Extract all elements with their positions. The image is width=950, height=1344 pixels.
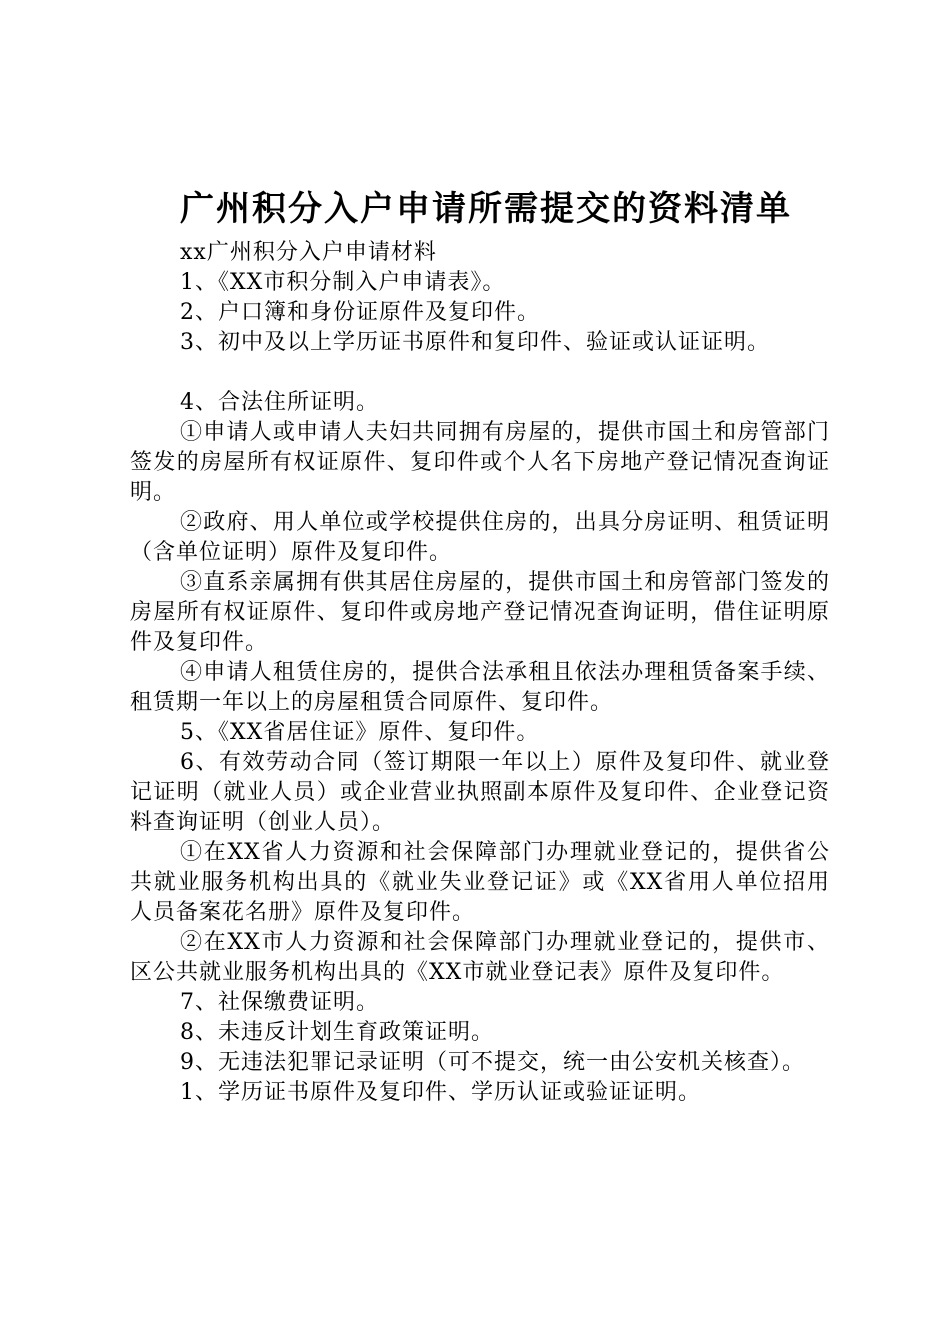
paragraph-item-8: 8、未违反计划生育政策证明。 (180, 1020, 494, 1045)
paragraph-item-5: 5、《XX省居住证》原件、复印件。 (180, 720, 540, 745)
paragraph-item-6-sub-2: ②在XX市人力资源和社会保障部门办理就业登记的，提供市、区公共就业服务机构出具的《XX市就业登记表》原件及复印件。 (130, 930, 830, 985)
paragraph-item-4-sub-4: ④申请人租赁住房的，提供合法承租且依法办理租赁备案手续、租赁期一年以上的房屋租赁合同原件、复印件。 (130, 660, 830, 715)
paragraph-item-4: 4、合法住所证明。 (180, 390, 379, 415)
paragraph-item-1: 1、《XX市积分制入户申请表》。 (180, 270, 506, 295)
paragraph-item-education: 1、学历证书原件及复印件、学历认证或验证证明。 (180, 1080, 701, 1105)
paragraph-item-7: 7、社保缴费证明。 (180, 990, 379, 1015)
paragraph-item-6: 6、有效劳动合同（签订期限一年以上）原件及复印件、就业登记证明（就业人员）或企业营业执照副本原件及复印件、企业登记资料查询证明（创业人员）。 (130, 750, 830, 835)
paragraph-item-3: 3、初中及以上学历证书原件和复印件、验证或认证证明。 (180, 330, 770, 355)
paragraph-intro: xx广州积分入户申请材料 (180, 240, 437, 265)
document-page (130, 186, 830, 1108)
paragraph-item-6-sub-1: ①在XX省人力资源和社会保障部门办理就业登记的，提供省公共就业服务机构出具的《就业失业登记证》或《XX省用人单位招用人员备案花名册》原件及复印件。 (130, 840, 830, 925)
paragraph-item-4-sub-1: ①申请人或申请人夫妇共同拥有房屋的，提供市国土和房管部门签发的房屋所有权证原件、复印件或个人名下房地产登记情况查询证明。 (130, 420, 830, 505)
paragraph-item-9: 9、无违法犯罪记录证明（可不提交，统一由公安机关核查）。 (180, 1050, 805, 1075)
paragraph-item-4-sub-2: ②政府、用人单位或学校提供住房的，出具分房证明、租赁证明（含单位证明）原件及复印件。 (130, 510, 830, 565)
paragraph-item-4-sub-3: ③直系亲属拥有供其居住房屋的，提供市国土和房管部门签发的房屋所有权证原件、复印件或房地产登记情况查询证明，借住证明原件及复印件。 (130, 570, 830, 655)
document-title: 广州积分入户申请所需提交的资料清单 (180, 189, 792, 229)
paragraph-item-2: 2、户口簿和身份证原件及复印件。 (180, 300, 540, 325)
